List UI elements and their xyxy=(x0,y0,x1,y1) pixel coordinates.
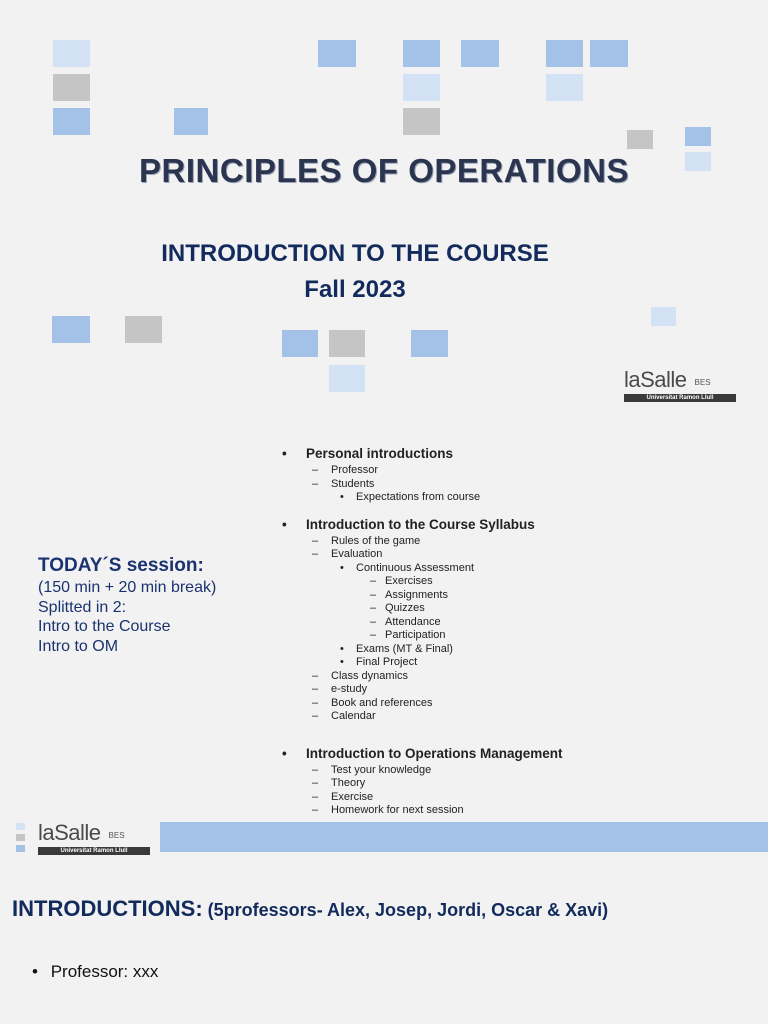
agenda-item xyxy=(282,548,762,562)
agenda-item xyxy=(282,602,762,616)
agenda-text: Homework for next session xyxy=(331,804,464,816)
agenda-marker: • xyxy=(282,446,287,461)
slide-agenda xyxy=(0,430,768,860)
agenda-text: Attendance xyxy=(385,615,441,628)
agenda-marker: – xyxy=(312,710,319,722)
decor-square xyxy=(651,307,676,326)
lasalle-logo xyxy=(624,369,736,402)
agenda-marker: – xyxy=(312,777,319,789)
presentation-title: PRINCIPLES OF OPERATIONS xyxy=(139,152,629,189)
agenda-marker: – xyxy=(312,669,319,682)
agenda-section xyxy=(282,444,762,464)
agenda-marker: – xyxy=(370,615,377,628)
agenda-text: Class dynamics xyxy=(331,669,409,682)
agenda-text: Exercises xyxy=(385,575,433,587)
introductions-label: INTRODUCTIONS: xyxy=(12,896,203,921)
today-line: Splitted in 2: xyxy=(38,598,127,616)
agenda-marker: • xyxy=(282,516,287,532)
subtitle-course: INTRODUCTION TO THE COURSE xyxy=(161,240,549,267)
decor-square xyxy=(282,330,318,357)
agenda-item xyxy=(282,643,762,657)
subtitle-term: Fall 2023 xyxy=(304,276,406,303)
decor-square xyxy=(546,40,583,67)
decor-square xyxy=(411,330,448,357)
agenda-text: Quizzes xyxy=(385,602,425,614)
today-session-box xyxy=(38,554,216,656)
agenda-text: Professor xyxy=(331,464,379,476)
agenda-item xyxy=(282,562,762,576)
decor-square xyxy=(590,40,628,67)
agenda-text: Theory xyxy=(331,777,366,789)
decor-square xyxy=(461,40,499,67)
lasalle-logo xyxy=(38,822,150,855)
decor-square xyxy=(627,130,653,149)
agenda-item xyxy=(282,535,762,549)
professors-list: (5professors- Alex, Josep, Jordi, Oscar & Xavi) xyxy=(202,900,609,920)
agenda-item xyxy=(282,777,762,791)
agenda-marker: – xyxy=(370,588,377,601)
agenda-section xyxy=(282,744,762,764)
logo-wordmark: laSalle xyxy=(38,820,101,845)
agenda-marker: – xyxy=(312,548,319,560)
slide-title xyxy=(0,0,768,430)
agenda-marker: • xyxy=(282,745,287,761)
today-line: Intro to OM xyxy=(38,637,119,655)
agenda-item xyxy=(282,478,762,492)
agenda-item xyxy=(282,764,762,778)
agenda-text: Book and references xyxy=(331,696,433,709)
logo-wordmark: laSalle xyxy=(624,367,687,392)
agenda-item xyxy=(282,575,762,589)
agenda-text: Introduction to the Course Syllabus xyxy=(306,516,535,532)
agenda-item xyxy=(282,491,762,505)
agenda-section xyxy=(282,515,762,535)
today-line: (150 min + 20 min break) xyxy=(38,579,217,596)
decor-square xyxy=(318,40,356,67)
agenda-text: Continuous Assessment xyxy=(356,561,475,574)
agenda-marker: – xyxy=(312,464,319,476)
logo-bar: Universitat Ramon Llull xyxy=(38,847,150,855)
decor-square xyxy=(125,316,162,343)
agenda-text: Calendar xyxy=(331,710,376,722)
agenda-marker: • xyxy=(340,656,344,668)
logo-tag: BES xyxy=(694,378,711,388)
agenda-item xyxy=(282,464,762,478)
agenda-text: Personal introductions xyxy=(306,446,454,461)
agenda-text: Assignments xyxy=(385,588,448,601)
agenda-text: Students xyxy=(331,477,375,490)
agenda-item xyxy=(282,791,762,805)
agenda-text: Final Project xyxy=(356,656,418,668)
logo-bar: Universitat Ramon Llull xyxy=(624,394,736,402)
agenda-marker: – xyxy=(312,790,319,803)
agenda-marker: • xyxy=(340,642,344,655)
agenda-marker: – xyxy=(370,629,377,641)
decor-square xyxy=(52,316,90,343)
introductions-heading xyxy=(12,896,608,922)
agenda-item xyxy=(282,683,762,697)
agenda-marker: – xyxy=(312,477,319,490)
agenda-item xyxy=(282,697,762,711)
agenda-text: Rules of the game xyxy=(331,534,421,547)
agenda-text: Expectations from course xyxy=(356,491,481,503)
professor-bullet xyxy=(32,962,158,982)
agenda-item xyxy=(282,804,762,818)
agenda-marker: – xyxy=(312,534,319,547)
bullet-marker: • xyxy=(32,962,38,981)
agenda-marker: – xyxy=(370,575,377,587)
logo-tag: BES xyxy=(108,831,125,841)
decor-square xyxy=(329,330,365,357)
agenda-item xyxy=(282,589,762,603)
decor-square xyxy=(403,40,440,67)
footer-bar xyxy=(160,822,768,852)
agenda-marker: – xyxy=(312,696,319,709)
agenda-marker: – xyxy=(312,683,319,695)
today-line: Intro to the Course xyxy=(38,618,171,635)
slide-introductions xyxy=(0,860,768,1024)
decor-square xyxy=(546,74,583,101)
decor-square xyxy=(685,127,711,146)
professor-text: Professor: xxx xyxy=(50,962,159,981)
agenda-text: e-study xyxy=(331,683,368,695)
decor-square xyxy=(403,74,440,101)
agenda-item xyxy=(282,629,762,643)
decor-square xyxy=(16,823,25,830)
agenda-item xyxy=(282,656,762,670)
agenda-marker: • xyxy=(340,561,344,574)
agenda-list xyxy=(282,444,762,818)
agenda-marker: – xyxy=(370,602,377,614)
decor-square xyxy=(53,108,90,135)
agenda-text: Test your knowledge xyxy=(331,763,432,776)
decor-square xyxy=(16,845,25,852)
agenda-item xyxy=(282,616,762,630)
agenda-item xyxy=(282,670,762,684)
decor-square xyxy=(403,108,440,135)
decor-square xyxy=(174,108,208,135)
decor-square xyxy=(53,40,90,67)
agenda-marker: • xyxy=(340,491,344,503)
today-heading: TODAY´S session: xyxy=(38,555,204,576)
agenda-marker: – xyxy=(312,763,319,776)
decor-square xyxy=(16,834,25,841)
agenda-text: Introduction to Operations Management xyxy=(306,745,563,761)
decor-square xyxy=(329,365,365,392)
agenda-text: Participation xyxy=(385,629,446,641)
agenda-item xyxy=(282,710,762,724)
agenda-text: Evaluation xyxy=(331,548,383,560)
decor-square xyxy=(53,74,90,101)
agenda-text: Exams (MT & Final) xyxy=(356,642,453,655)
agenda-text: Exercise xyxy=(331,790,374,803)
agenda-marker: – xyxy=(312,804,319,816)
